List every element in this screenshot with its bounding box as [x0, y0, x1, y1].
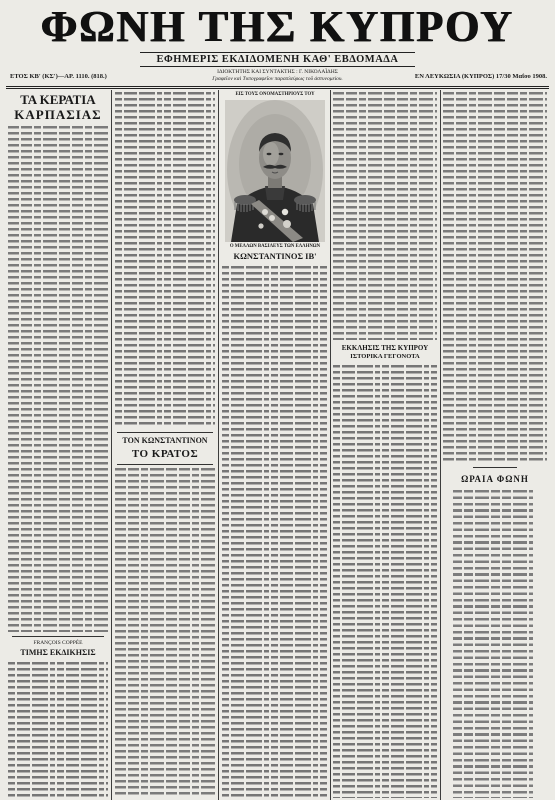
article-body-text: [443, 92, 547, 462]
headline: ΤΙΜΗΣ ΕΚΔΙΚΗΣΙΣ: [20, 648, 96, 657]
masthead-subtitle: ΕΦΗΜΕΡΙΣ ΕΚΔΙΔΟΜΕΝΗ ΚΑΘ' ΕΒΔΟΜΑΔΑ: [140, 52, 415, 67]
article-author: FRANÇOIS COPPÉE: [33, 640, 83, 646]
column-3: [222, 90, 328, 800]
office-line: Γραφεῖον καὶ Τυπογραφεῖον παραπλεύρως τοῦ ἀστυνομείου.: [212, 76, 343, 82]
article-body-text: [8, 662, 108, 798]
column-divider: [440, 90, 441, 800]
headline: ΤΑ ΚΕΡΑΤΙΑ: [20, 92, 96, 107]
headline: ΤΟ ΚΡΑΤΟΣ: [131, 448, 199, 460]
headline-box: [117, 432, 213, 465]
article-body-text: [222, 266, 328, 798]
headline: ΤΟΝ ΚΩΝΣΤΑΝΤΙΝΟΝ: [122, 436, 208, 445]
photo-caption: Ο ΜΕΛΛΩΝ ΒΑΣΙΛΕΥΣ ΤΩΝ ΕΛΛΗΝΩΝ: [229, 244, 321, 249]
headline: ΕΚΚΛΗΣΙΣ ΤΗΣ ΚΥΠΡΟΥ: [341, 344, 429, 352]
issue-number: ΕΤΟΣ ΚΒ' (ΚΣ')—ΑΡ. 1110. (818.): [10, 73, 107, 80]
column-divider: [218, 90, 219, 800]
article-body-text: [333, 365, 437, 798]
subheadline: ΙΣΤΟΡΙΚΑ ΓΕΓΟΝΟΤΑ: [350, 353, 420, 360]
article-body-text: [115, 92, 215, 428]
column-4: [333, 90, 437, 800]
masthead-title: ΦΩΝΗ ΤΗΣ ΚΥΠΡΟΥ: [40, 2, 515, 51]
column-5: [443, 90, 547, 800]
photo-kicker: ΕΙΣ ΤΟΥΣ ΟΝΟΜΑΣΤΗΡΙΟΥΣ ΤΟΥ: [235, 92, 315, 97]
article-separator: [473, 467, 517, 468]
headline: ΚΑΡΠΑΣΙΑΣ: [14, 107, 102, 122]
article-separator: [12, 636, 104, 637]
publisher-info: [180, 69, 375, 83]
column-divider: [111, 90, 112, 800]
photo-caption-name: ΚΩΝΣΤΑΝΤΙΝΟΣ ΙΒ': [233, 251, 317, 261]
column-divider: [330, 90, 331, 800]
place-date: ΕΝ ΛΕΥΚΩΣΙΑ (ΚΥΠΡΟΣ) 17/30 Μαΐου 1908.: [414, 73, 547, 80]
portrait-image: [225, 100, 325, 242]
headline: ΩΡΑΙΑ ΦΩΝΗ: [461, 474, 529, 484]
portrait-engraving-icon: [225, 100, 325, 242]
column-1: [8, 90, 108, 800]
article-body-text: [333, 92, 437, 340]
column-2: [115, 90, 215, 800]
article-body-text: [8, 126, 108, 632]
owner-line: ΙΔΙΟΚΤΗΤΗΣ ΚΑΙ ΣΥΝΤΑΚΤΗΣ : Γ. ΝΙΚΟΛΑΪΔΗΣ: [217, 69, 338, 75]
masthead-rule: [6, 86, 549, 89]
poem-text: [453, 490, 533, 798]
article-body-text: [115, 468, 215, 798]
